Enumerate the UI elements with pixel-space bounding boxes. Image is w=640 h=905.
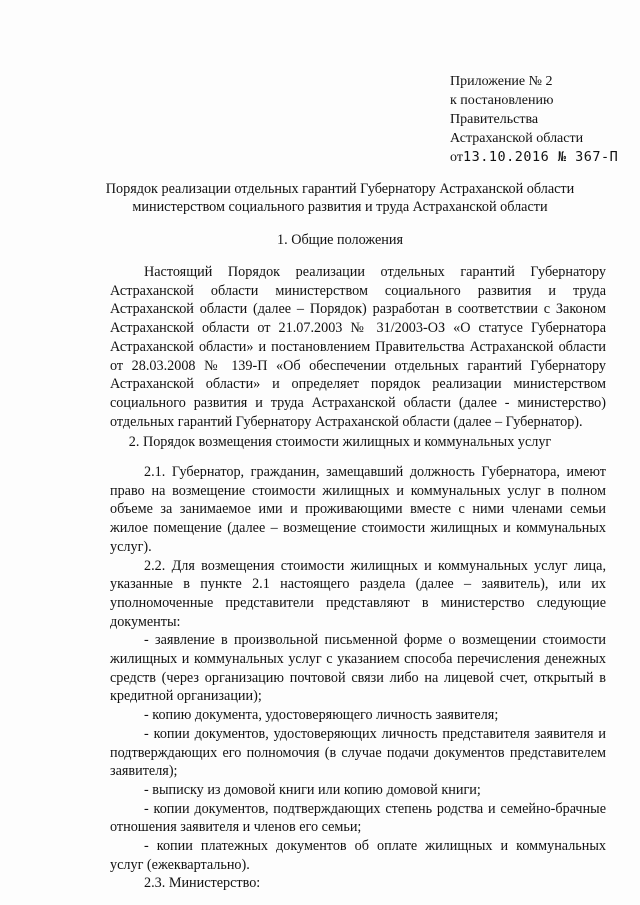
document-title: Порядок реализации отдельных гарантий Губернатору Астраханской области министерством социального развития и труда Астраханской области [105, 181, 575, 215]
paragraph-2-1: 2.1. Губернатор, гражданин, замещавший должность Губернатора, имеют право на возмещение стоимости жилищных и коммунальных услуг в полном объеме за занимаемое ими и проживающими вместе с ними членами семьи жилое помещение (далее – возмещение стоимости жилищных и коммунальных услуг). [110, 464, 606, 555]
list-item: - выписку из домовой книги или копию домовой книги; [144, 781, 481, 798]
list-item: - копию документа, удостоверяющего личность заявителя; [144, 707, 499, 724]
appendix-line: Приложение № 2 [450, 74, 553, 89]
section-2-body [110, 463, 606, 893]
appendix-line: к постановлению [450, 93, 554, 108]
paragraph-2-3: 2.3. Министерство: [144, 875, 261, 892]
appendix-block [450, 72, 618, 167]
paragraph-2-2: 2.2. Для возмещения стоимости жилищных и коммунальных услуг лица, указанные в пункте 2.1 настоящего раздела (далее – заявитель), или их уполномоченные представители представляют в министерство следующие документы: [110, 557, 606, 630]
appendix-line: Астраханской области [450, 131, 584, 146]
list-item: - заявление в произвольной письменной форме о возмещении стоимости жилищных и коммунальных услуг с указанием способа перечисления денежных средств (через организацию почтовой связи либо на лицевой счет, открытый в кредитной организации); [110, 632, 606, 705]
section-2-heading: 2. Порядок возмещения стоимости жилищных и коммунальных услуг [128, 434, 552, 450]
list-item: - копии документов, подтверждающих степень родства и семейно-брачные отношения заявителя и членов его семьи; [110, 800, 606, 836]
section-1-body [110, 263, 606, 431]
appendix-date-line [450, 148, 618, 167]
list-item: - копии документов, удостоверяющих личность представителя заявителя и подтверждающих его полномочия (в случае подачи документов представителем заявителя); [110, 725, 606, 780]
appendix-line: Правительства [450, 112, 539, 127]
section-1-heading: 1. Общие положения [277, 232, 403, 248]
date-stamp: 13.10.2016 № 367-П [462, 149, 619, 165]
list-item: - копии платежных документов об оплате жилищных и коммунальных услуг (ежеквартально). [110, 838, 606, 873]
date-prefix: от [450, 150, 463, 165]
paragraph: Настоящий Порядок реализации отдельных гарантий Губернатору Астраханской области министерством социального развития и труда Астраханской области (далее – Порядок) разработан в соответствии с Законом Астраханской области от 21.07.2003 № 31/2003-ОЗ «О статусе Губернатора Астраханской области» и постановлением Правительства Астраханской области от 28.03.2008 № 139-П «Об обеспечении отдельных гарантий Губернатору Астраханской области» и определяет порядок реализации министерством социального развития и труда Астраханской области (далее - министерство) отдельных гарантий Губернатору Астраханской области (далее – Губернатор). [110, 264, 606, 430]
